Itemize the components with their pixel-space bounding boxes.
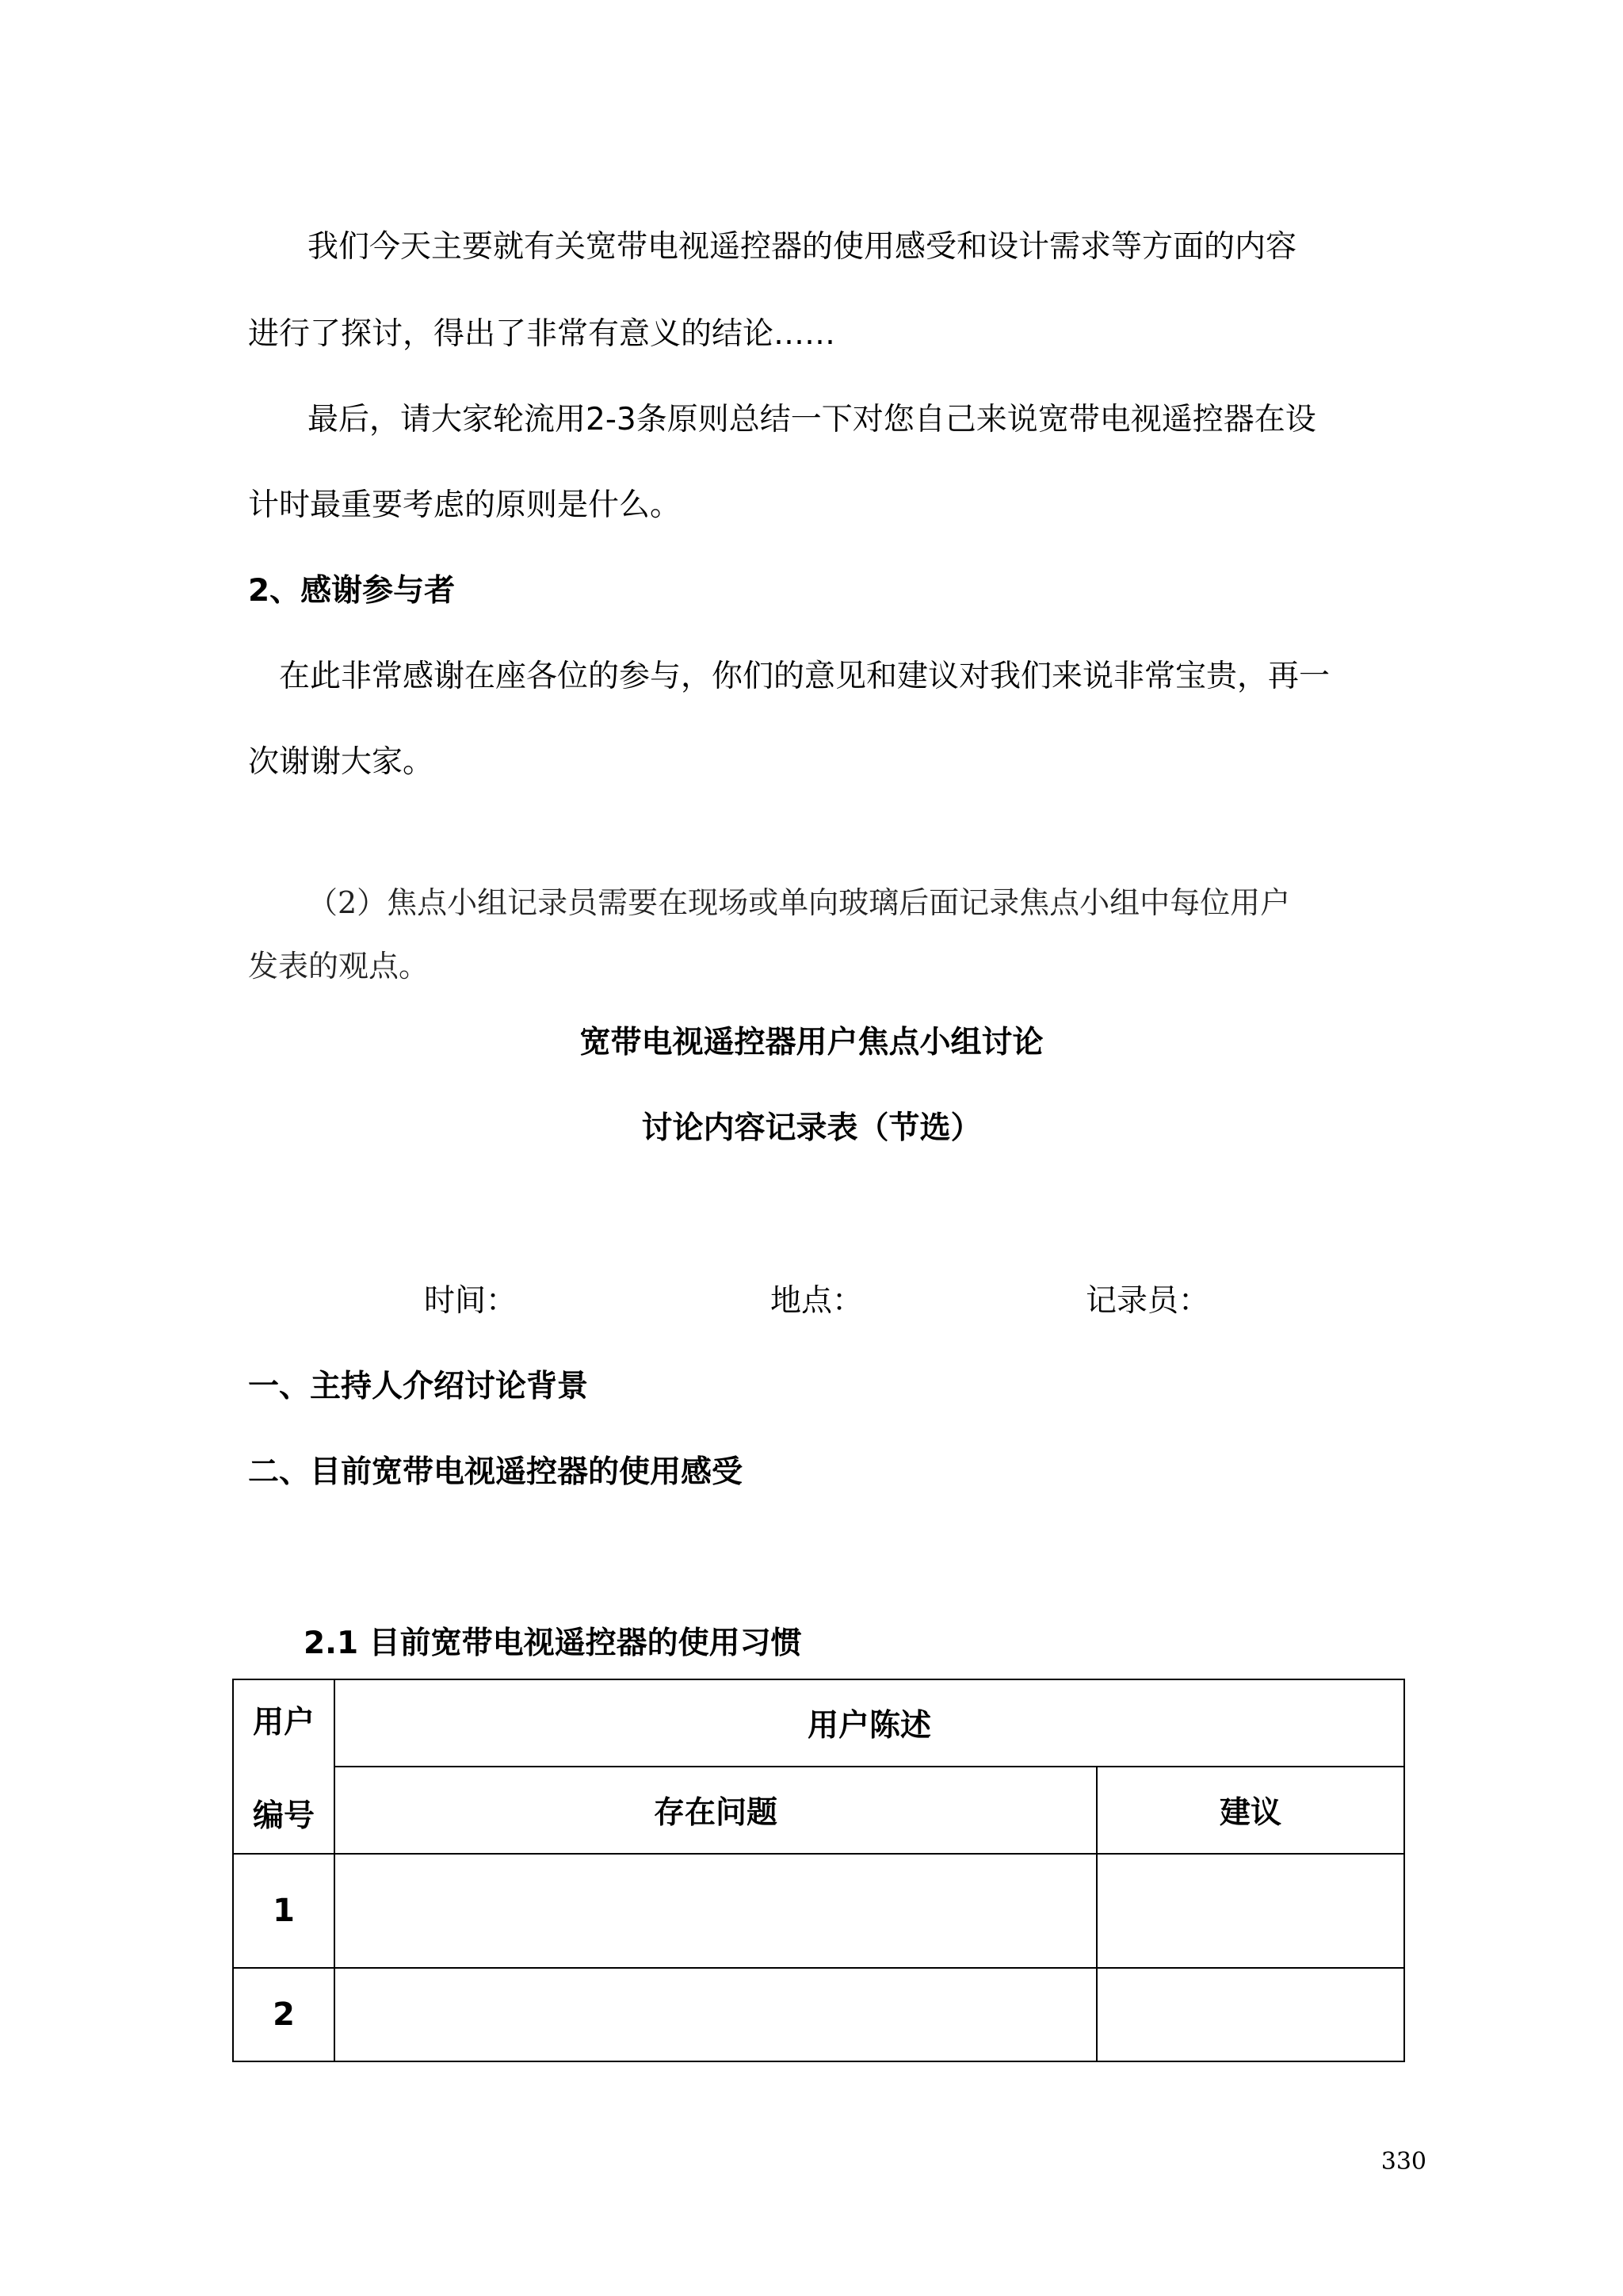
time-label: 时间： [424, 1283, 517, 1319]
recorder-label: 记录员： [1086, 1283, 1210, 1319]
section-heading: 一、主持人介绍讨论背景 [248, 1369, 589, 1404]
paragraph-text: 发表的观点。 [248, 949, 430, 984]
problem-cell [334, 1854, 1097, 1968]
user-id-header-line2: 编号 [252, 1798, 315, 1834]
paragraph-text: 次谢谢大家。 [248, 744, 434, 780]
paragraph-text: 最后，请大家轮流用2-3条原则总结一下对您自己来说宽带电视遥控器在设 [307, 402, 1316, 437]
user-id-header-line1: 用户 [252, 1705, 315, 1740]
paragraph-text: 在此非常感谢在座各位的参与，你们的意见和建议对我们来说非常宝贵，再一 [279, 659, 1331, 694]
problem-cell [334, 1968, 1097, 2061]
problem-header: 存在问题 [334, 1767, 1097, 1854]
paragraph-text: （2）焦点小组记录员需要在现场或单向玻璃后面记录焦点小组中每位用户 [307, 885, 1291, 920]
suggestion-cell [1097, 1968, 1404, 2061]
subsection-heading: 2.1 目前宽带电视遥控器的使用习惯 [304, 1626, 802, 1661]
user-id-header [233, 1679, 334, 1854]
form-title: 宽带电视遥控器用户焦点小组讨论 [579, 1025, 1044, 1060]
section-heading: 二、目前宽带电视遥控器的使用感受 [248, 1454, 743, 1490]
table-row [233, 1854, 1404, 1968]
place-label: 地点： [770, 1283, 864, 1319]
paragraph-text: 进行了探讨，得出了非常有意义的结论…… [248, 316, 836, 352]
suggestion-cell [1097, 1854, 1404, 1968]
user-id-cell: 1 [233, 1854, 334, 1968]
paragraph-text: 我们今天主要就有关宽带电视遥控器的使用感受和设计需求等方面的内容 [307, 229, 1297, 265]
section-heading: 2、感谢参与者 [248, 573, 456, 609]
page-number: 330 [1381, 2148, 1426, 2176]
table-row [233, 1968, 1404, 2061]
paragraph-text: 计时最重要考虑的原则是什么。 [248, 487, 682, 523]
record-table [232, 1679, 1405, 2062]
suggestion-header: 建议 [1097, 1767, 1404, 1854]
user-id-cell: 2 [233, 1968, 334, 2061]
form-subtitle: 讨论内容记录表（节选） [641, 1110, 982, 1146]
statement-header: 用户陈述 [334, 1679, 1404, 1767]
